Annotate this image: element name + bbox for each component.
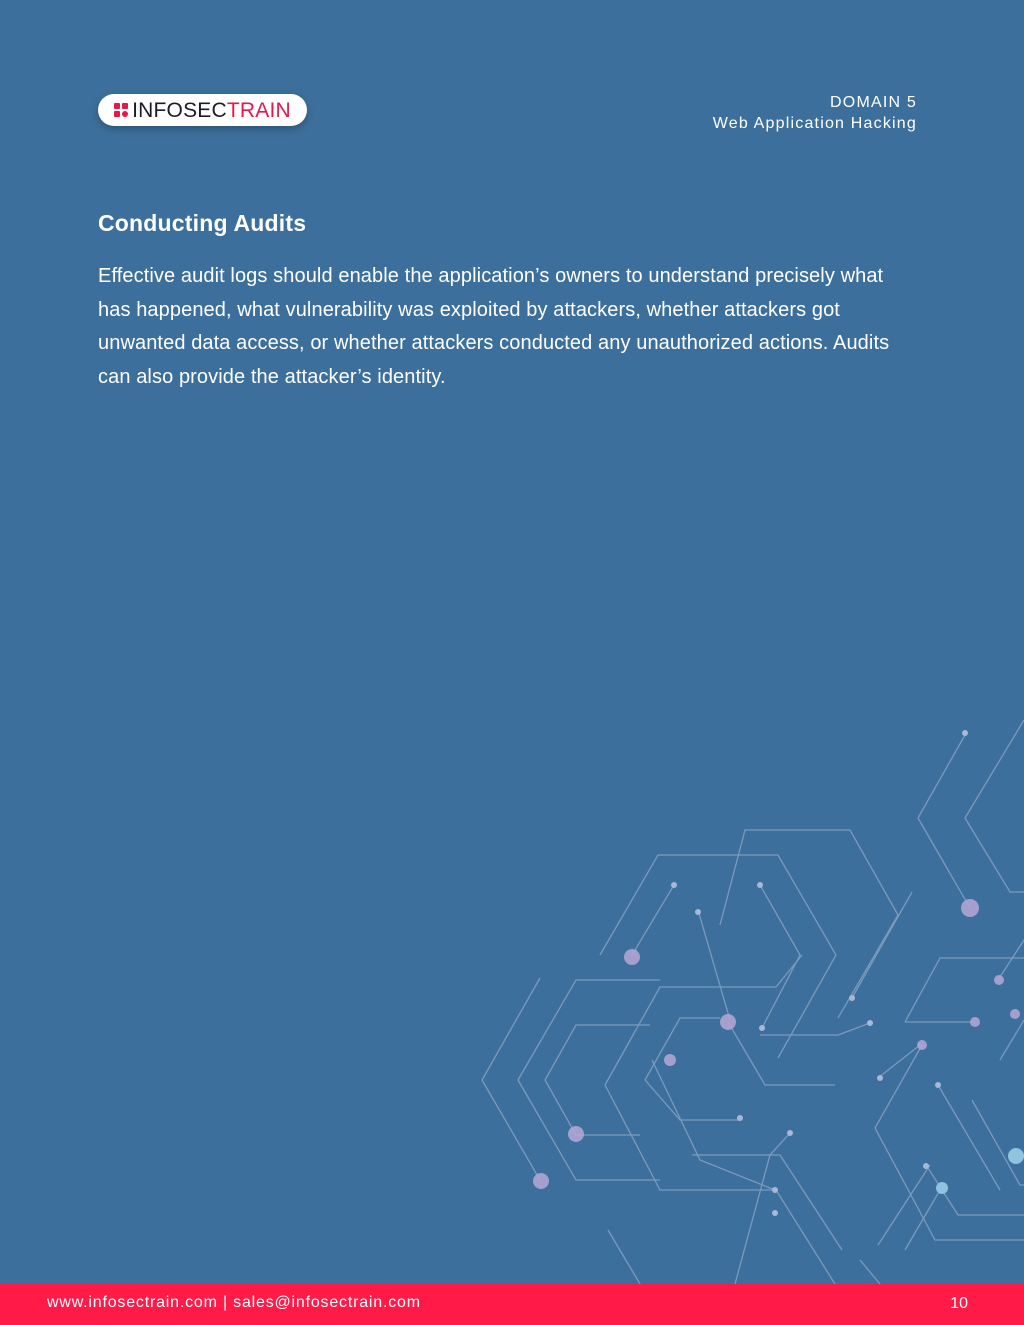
infosectrain-logo[interactable] [98, 94, 307, 126]
logo-brand-part2: TRAIN [226, 98, 291, 122]
domain-label: DOMAIN 5 [830, 94, 917, 111]
page-number: 10 [950, 1295, 968, 1312]
domain-header [713, 92, 917, 134]
logo-wordmark [132, 100, 291, 121]
section-title: Conducting Audits [98, 210, 307, 236]
footer-bar [0, 1284, 1024, 1325]
logo-brand-part1: INFOSEC [132, 98, 227, 122]
footer-contact[interactable]: www.infosectrain.com | sales@infosectrain.com [47, 1294, 421, 1311]
domain-subtitle: Web Application Hacking [712, 115, 917, 132]
section-body: Effective audit logs should enable the application’s owners to understand precisely what has happened, what vulnerability was exploited by attackers, whether attackers got unwanted data access, or whether attackers conducted any unauthorized actions. Audits can also provide the attacker’s identity. [98, 265, 890, 388]
logo-mark-icon [114, 103, 128, 117]
